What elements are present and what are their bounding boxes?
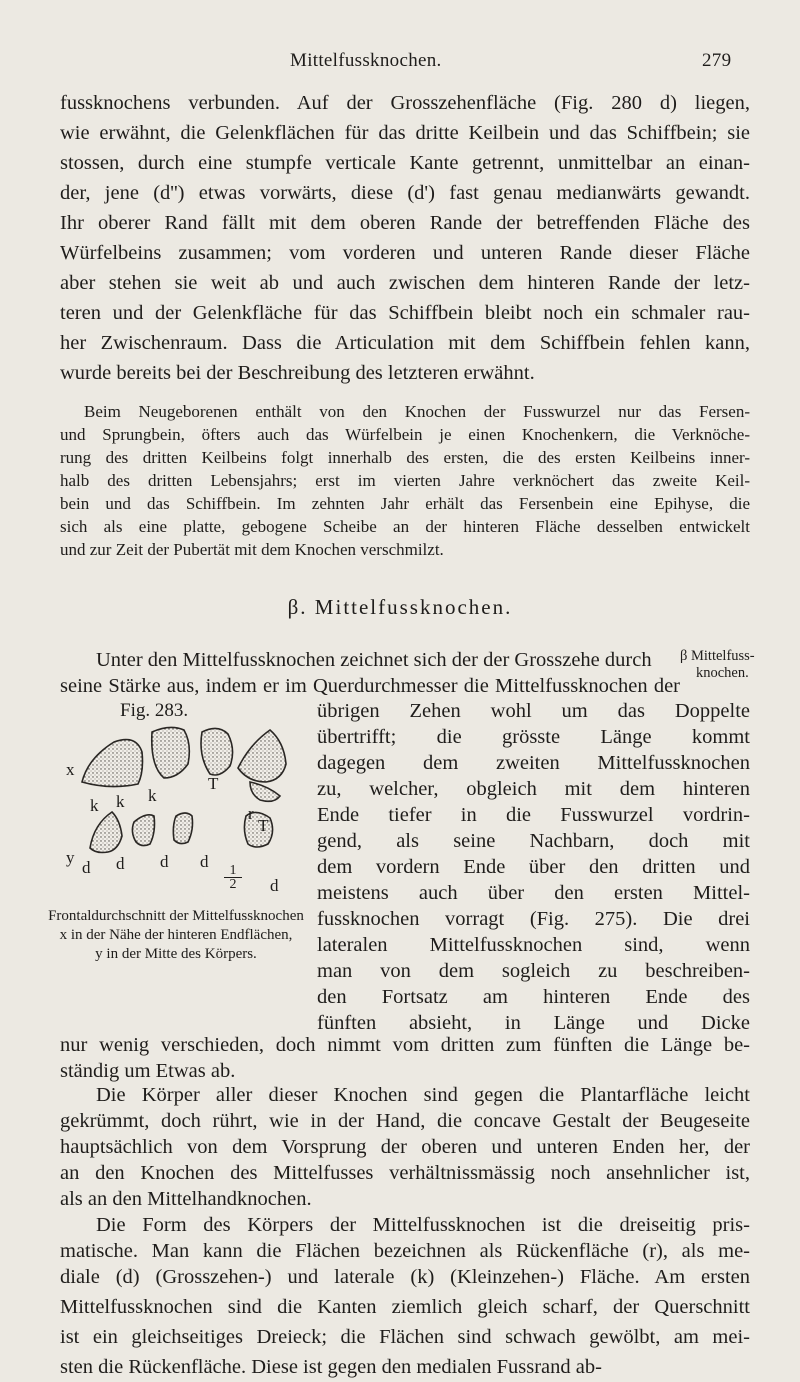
text-line: rung des dritten Keilbeins folgt innerhalb des ersten, die des ersten Keilbeins inner- [60, 448, 750, 467]
caption-line: Frontaldurchschnitt der Mittelfussknochen [48, 908, 304, 924]
text-line: Unter den Mittelfussknochen zeichnet sich der der Grosszehe durch [96, 649, 652, 671]
text-line: nur wenig verschieden, doch nimmt vom dritten zum fünften die Länge be- [60, 1034, 750, 1056]
text-line: Ende tiefer in die Fusswurzel vordrin- [317, 804, 750, 826]
text-line: man von dem sogleich zu beschreiben- [317, 960, 750, 982]
text-line: seine Stärke aus, indem er im Querdurchmesser die Mittelfussknochen der [60, 675, 680, 697]
fraction-numerator: 1 [229, 863, 237, 878]
text-line: fussknochens verbunden. Auf der Grosszehenfläche (Fig. 280 d) liegen, [60, 92, 750, 114]
margin-note-line: β Mittelfuss- [680, 648, 755, 664]
text-line: Würfelbeins zusammen; vom vorderen und unteren Rande dieser Fläche [60, 242, 750, 264]
text-line: gend, als seine Nachbarn, doch mit [317, 830, 750, 852]
figure-caption [40, 907, 312, 964]
text-line: Beim Neugeborenen enthält von den Knochen der Fusswurzel nur das Fersen- [84, 402, 750, 421]
text-line: ist ein gleichseitiges Dreieck; die Flächen sind schwach gewölbt, am mei- [60, 1326, 750, 1348]
text-line: halb des dritten Lebensjahrs; erst im vierten Jahre verknöchert das zweite Keil- [60, 471, 750, 490]
label-x: x [66, 760, 75, 779]
label-d: d [200, 852, 209, 871]
metatarsal-1-section-y [90, 812, 122, 853]
text-line: dem vordern Ende über den dritten und [317, 856, 750, 878]
text-line: teren und der Gelenkfläche für das Schiffbein bleibt noch ein schmaler rau- [60, 302, 750, 324]
metatarsal-3-section-y [173, 813, 192, 844]
text-line: bein und das Schiffbein. Im zehnten Jahr erhält das Fersenbein eine Epihyse, die [60, 494, 750, 513]
text-line: fussknochen vorragt (Fig. 275). Die drei [317, 908, 750, 930]
metatarsal-5-section-x [250, 782, 280, 801]
fraction-label [226, 864, 240, 891]
label-k: k [116, 792, 125, 811]
text-line: her Zwischenraum. Dass die Articulation mit dem Schiffbein fehlen kann, [60, 332, 750, 354]
text-line: gekrümmt, doch rührt, wie in der Hand, die concave Gestalt der Beugeseite [60, 1110, 750, 1132]
metatarsal-1-section-x [82, 740, 143, 787]
text-line: zu, welcher, obgleich mit dem hinteren [317, 778, 750, 800]
label-T: T [208, 774, 219, 793]
text-line: und zur Zeit der Pubertät mit dem Knochen verschmilzt. [60, 540, 444, 559]
metatarsal-2-section-x [152, 727, 190, 778]
text-line: wurde bereits bei der Beschreibung des letzteren erwähnt. [60, 362, 535, 384]
text-line: übrigen Zehen wohl um das Doppelte [317, 700, 750, 722]
metatarsal-2-section-y [132, 815, 154, 846]
page-number: 279 [702, 50, 732, 71]
text-line: Die Form des Körpers der Mittelfussknochen ist die dreiseitig pris- [96, 1214, 750, 1236]
text-line: Ihr oberer Rand fällt mit dem oberen Rande der betreffenden Fläche des [60, 212, 750, 234]
text-line: als an den Mittelhandknochen. [60, 1188, 312, 1210]
paragraph-4-continued [60, 1262, 750, 1378]
bone-cross-sections [60, 720, 320, 865]
text-line: sten die Rückenfläche. Diese ist gegen den medialen Fussrand ab- [60, 1356, 602, 1378]
caption-line: x in der Nähe der hinteren Endflächen, [59, 927, 293, 943]
text-line: lateralen Mittelfussknochen sind, wenn [317, 934, 750, 956]
label-y: y [66, 848, 75, 867]
label-T: T [258, 816, 269, 835]
figure-title: Fig. 283. [120, 700, 189, 721]
label-k: k [90, 796, 99, 815]
text-line: an den Knochen des Mittelfusses verhältnissmässig noch ansehnlicher ist, [60, 1162, 750, 1184]
label-d: d [270, 876, 279, 895]
label-k: k [148, 786, 157, 805]
text-line: wie erwähnt, die Gelenkflächen für das dritte Keilbein und das Schiffbein; sie [60, 122, 750, 144]
text-line: der, jene (d'') etwas vorwärts, diese (d') fast genau medianwärts gewandt. [60, 182, 750, 204]
text-line: den Fortsatz am hinteren Ende des [317, 986, 750, 1008]
text-line: stossen, durch eine stumpfe verticale Kante getrennt, unmittelbar an einan- [60, 152, 750, 174]
text-line: und Sprungbein, öfters auch das Würfelbein je einen Knochenkern, die Verknöche- [60, 425, 750, 444]
label-d: d [160, 852, 169, 871]
text-line: meistens auch über den ersten Mittel- [317, 882, 750, 904]
metatarsal-3-section-x [201, 728, 233, 775]
text-line: diale (d) (Grosszehen-) und laterale (k) (Kleinzehen-) Fläche. Am ersten [60, 1266, 750, 1288]
text-line: ständig um Etwas ab. [60, 1060, 236, 1082]
text-line: dagegen dem zweiten Mittelfussknochen [317, 752, 750, 774]
fraction-denominator: 2 [229, 877, 237, 892]
text-line: hauptsächlich von dem Vorsprung der oberen und unteren Enden her, der [60, 1136, 750, 1158]
caption-line: y in der Mitte des Körpers. [95, 946, 257, 962]
metatarsal-4-section-x [238, 730, 286, 782]
text-line: Die Körper aller dieser Knochen sind gegen die Plantarfläche leicht [96, 1084, 750, 1106]
label-d: d [82, 858, 91, 877]
page-title: Mittelfussknochen. [290, 50, 442, 71]
figure-283 [60, 700, 320, 912]
text-line: matische. Man kann die Flächen bezeichnen als Rückenfläche (r), als me- [60, 1240, 750, 1262]
text-line: fünften absieht, in Länge und Dicke [317, 1012, 750, 1034]
label-d: d [116, 854, 125, 873]
text-line: Mittelfussknochen sind die Kanten ziemlich gleich scharf, der Querschnitt [60, 1296, 750, 1318]
text-line: aber stehen sie weit ab und auch zwischen dem hinteren Rande der letz- [60, 272, 750, 294]
label-r: r [248, 804, 254, 823]
margin-note [680, 648, 755, 682]
section-heading: β. Mittelfussknochen. [287, 595, 513, 619]
margin-note-line: knochen. [696, 665, 749, 681]
text-line: sich als eine platte, gebogene Scheibe an der hinteren Fläche desselben entwickelt [60, 517, 750, 536]
text-line: übertrifft; die grösste Länge kommt [317, 726, 750, 748]
